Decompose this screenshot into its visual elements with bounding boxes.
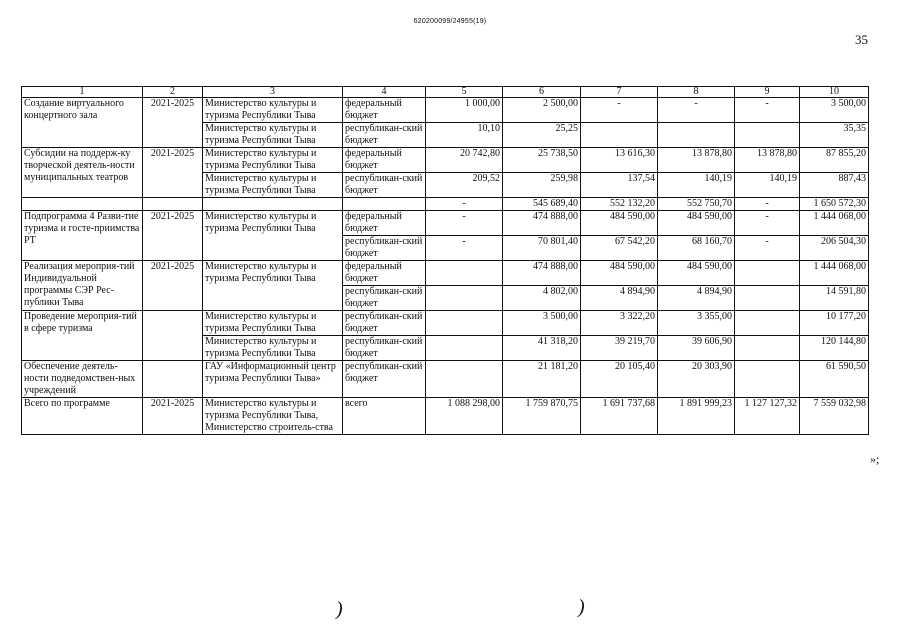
funding-source: федеральный бюджет (343, 261, 426, 286)
amount-cell: 140,19 (735, 173, 800, 198)
amount-cell: 887,43 (800, 173, 869, 198)
activity-name: Субсидии на поддерж-ку творческой деятель-ности муниципальных театров (22, 148, 143, 198)
amount-cell: 67 542,20 (581, 236, 658, 261)
funding-source: республикан-ский бюджет (343, 336, 426, 361)
amount-cell: 4 894,90 (658, 286, 735, 311)
amount-cell (735, 261, 800, 286)
amount-cell: 3 355,00 (658, 311, 735, 336)
amount-cell: 137,54 (581, 173, 658, 198)
budget-table (21, 86, 869, 435)
amount-cell: - (735, 211, 800, 236)
amount-cell (426, 361, 503, 398)
table-row (22, 398, 869, 435)
funding-source: республикан-ский бюджет (343, 311, 426, 336)
activity-name: Подпрограмма 4 Разви-тие туризма и госте-приимства РТ (22, 211, 143, 261)
executor: Министерство культуры и туризма Республики Тыва (203, 211, 343, 261)
activity-name: Обеспечение деятель-ности подведомствен-ных учреждений (22, 361, 143, 398)
amount-cell: - (426, 211, 503, 236)
period (143, 361, 203, 398)
period: 2021-2025 (143, 211, 203, 261)
amount-cell (426, 311, 503, 336)
amount-cell: - (581, 98, 658, 123)
column-number: 9 (735, 87, 800, 98)
funding-source: республикан-ский бюджет (343, 123, 426, 148)
amount-cell (426, 336, 503, 361)
funding-source: всего (343, 398, 426, 435)
pen-mark: ) (336, 598, 343, 620)
amount-cell: 13 616,30 (581, 148, 658, 173)
amount-cell: 206 504,30 (800, 236, 869, 261)
amount-cell: 10,10 (426, 123, 503, 148)
funding-source (343, 198, 426, 211)
amount-cell: 68 160,70 (658, 236, 735, 261)
column-number: 8 (658, 87, 735, 98)
column-number: 2 (143, 87, 203, 98)
amount-cell: 1 759 870,75 (503, 398, 581, 435)
activity-name: Всего по программе (22, 398, 143, 435)
executor: Министерство культуры и туризма Республики Тыва (203, 123, 343, 148)
amount-cell: - (658, 98, 735, 123)
amount-cell (735, 336, 800, 361)
amount-cell (735, 361, 800, 398)
amount-cell: 1 691 737,68 (581, 398, 658, 435)
amount-cell: 209,52 (426, 173, 503, 198)
amount-cell (426, 261, 503, 286)
amount-cell: 552 750,70 (658, 198, 735, 211)
table-row (22, 211, 869, 236)
table-row (22, 311, 869, 336)
executor: Министерство культуры и туризма Республики Тыва, Министерство строитель-ства (203, 398, 343, 435)
amount-cell: - (426, 198, 503, 211)
amount-cell: 35,35 (800, 123, 869, 148)
amount-cell: 4 894,90 (581, 286, 658, 311)
amount-cell (735, 311, 800, 336)
amount-cell: 484 590,00 (658, 211, 735, 236)
pen-mark: ) (578, 596, 585, 618)
amount-cell: 1 891 999,23 (658, 398, 735, 435)
amount-cell: 4 802,00 (503, 286, 581, 311)
document-code: 620200099/24955(19) (413, 18, 487, 25)
amount-cell: 259,98 (503, 173, 581, 198)
activity-name: Реализация мероприя-тий Индивидуальной программы СЭР Рес-публики Тыва (22, 261, 143, 311)
amount-cell (581, 123, 658, 148)
amount-cell: 1 000,00 (426, 98, 503, 123)
amount-cell: 1 650 572,30 (800, 198, 869, 211)
activity-name: Проведение мероприя-тий в сфере туризма (22, 311, 143, 361)
funding-source: республикан-ский бюджет (343, 236, 426, 261)
amount-cell: 2 500,00 (503, 98, 581, 123)
amount-cell: 552 132,20 (581, 198, 658, 211)
amount-cell: 474 888,00 (503, 211, 581, 236)
column-number: 7 (581, 87, 658, 98)
amount-cell: 25,25 (503, 123, 581, 148)
amount-cell (658, 123, 735, 148)
amount-cell: 3 500,00 (800, 98, 869, 123)
page-number: 35 (855, 32, 868, 47)
period: 2021-2025 (143, 261, 203, 311)
amount-cell: 20 105,40 (581, 361, 658, 398)
table-row (22, 148, 869, 173)
amount-cell: 120 144,80 (800, 336, 869, 361)
period: 2021-2025 (143, 98, 203, 148)
amount-cell: - (735, 98, 800, 123)
amount-cell: 13 878,80 (658, 148, 735, 173)
amount-cell: 3 322,20 (581, 311, 658, 336)
amount-cell (735, 123, 800, 148)
amount-cell: 10 177,20 (800, 311, 869, 336)
amount-cell: 14 591,80 (800, 286, 869, 311)
funding-source: республикан-ский бюджет (343, 286, 426, 311)
executor: Министерство культуры и туризма Республики Тыва (203, 98, 343, 123)
amount-cell: 70 801,40 (503, 236, 581, 261)
column-number: 5 (426, 87, 503, 98)
column-number: 3 (203, 87, 343, 98)
amount-cell: 484 590,00 (658, 261, 735, 286)
activity-name (22, 198, 143, 211)
amount-cell: 140,19 (658, 173, 735, 198)
table-row (22, 361, 869, 398)
funding-source: федеральный бюджет (343, 211, 426, 236)
column-number: 1 (22, 87, 143, 98)
amount-cell: 7 559 032,98 (800, 398, 869, 435)
executor: Министерство культуры и туризма Республики Тыва (203, 311, 343, 336)
activity-name: Создание виртуального концертного зала (22, 98, 143, 148)
amount-cell: - (426, 236, 503, 261)
amount-cell: 41 318,20 (503, 336, 581, 361)
amount-cell: 484 590,00 (581, 211, 658, 236)
table-row (22, 98, 869, 123)
amount-cell: 484 590,00 (581, 261, 658, 286)
table-body (22, 87, 869, 435)
amount-cell: 25 738,50 (503, 148, 581, 173)
executor: ГАУ «Информационный центр туризма Республики Тыва» (203, 361, 343, 398)
column-number: 6 (503, 87, 581, 98)
executor (203, 198, 343, 211)
amount-cell (426, 286, 503, 311)
executor: Министерство культуры и туризма Республики Тыва (203, 148, 343, 173)
amount-cell: 87 855,20 (800, 148, 869, 173)
amount-cell: 39 219,70 (581, 336, 658, 361)
funding-source: федеральный бюджет (343, 148, 426, 173)
table-row (22, 261, 869, 286)
closing-quote-mark: »; (870, 452, 880, 466)
funding-source: республикан-ский бюджет (343, 361, 426, 398)
amount-cell (735, 286, 800, 311)
funding-source: федеральный бюджет (343, 98, 426, 123)
amount-cell: 20 742,80 (426, 148, 503, 173)
executor: Министерство культуры и туризма Республики Тыва (203, 336, 343, 361)
column-number: 4 (343, 87, 426, 98)
period: 2021-2025 (143, 398, 203, 435)
column-number-row (22, 87, 869, 98)
executor: Министерство культуры и туризма Республики Тыва (203, 261, 343, 311)
column-number: 10 (800, 87, 869, 98)
executor: Министерство культуры и туризма Республики Тыва (203, 173, 343, 198)
amount-cell: 3 500,00 (503, 311, 581, 336)
amount-cell: 1 444 068,00 (800, 261, 869, 286)
table-row (22, 198, 869, 211)
amount-cell: 61 590,50 (800, 361, 869, 398)
amount-cell: 39 606,90 (658, 336, 735, 361)
period (143, 311, 203, 361)
period (143, 198, 203, 211)
amount-cell: 1 444 068,00 (800, 211, 869, 236)
amount-cell: 545 689,40 (503, 198, 581, 211)
amount-cell: 21 181,20 (503, 361, 581, 398)
amount-cell: 474 888,00 (503, 261, 581, 286)
period: 2021-2025 (143, 148, 203, 198)
amount-cell: 20 303,90 (658, 361, 735, 398)
amount-cell: 1 088 298,00 (426, 398, 503, 435)
funding-source: республикан-ский бюджет (343, 173, 426, 198)
amount-cell: - (735, 198, 800, 211)
amount-cell: - (735, 236, 800, 261)
amount-cell: 13 878,80 (735, 148, 800, 173)
amount-cell: 1 127 127,32 (735, 398, 800, 435)
